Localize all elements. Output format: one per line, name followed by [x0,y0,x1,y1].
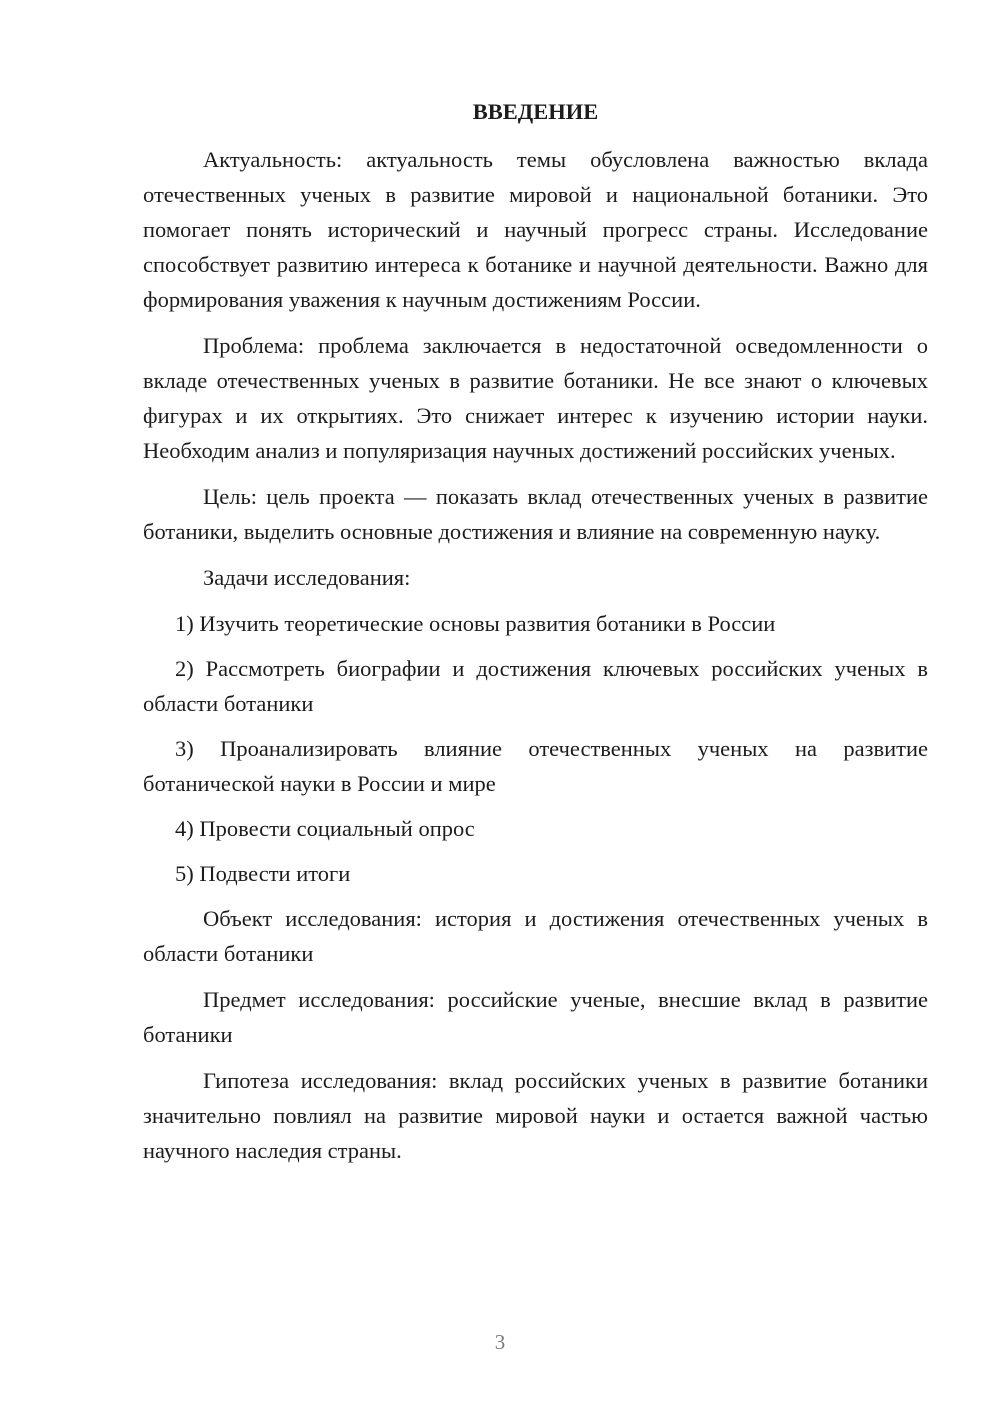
relevance-paragraph: Актуальность: актуальность темы обусловлена важностью вклада отечественных ученых в развитие мировой и национальной ботаники. Это помогает понять исторический и научный прогресс страны. Исследование способствует развитию интереса к ботанике и научной деятельности. Важно для формирования уважения к научным достижениям России. [143,147,928,312]
subject-paragraph: Предмет исследования: российские ученые, внесшие вклад в развитие ботаники [143,987,928,1047]
task-item: 2) Рассмотреть биографии и достижения ключевых российских ученых в области ботаники [143,656,928,716]
task-item: 5) Подвести итоги [175,861,351,886]
task-item: 4) Провести социальный опрос [175,816,475,841]
goal-paragraph: Цель: цель проекта — показать вклад отечественных ученых в развитие ботаники, выделить основные достижения и влияние на современную науку. [143,484,928,544]
section-heading: ВВЕДЕНИЕ [472,99,599,124]
tasks-title: Задачи исследования: [203,565,411,590]
page-number: 3 [494,1330,506,1354]
task-item: 1) Изучить теоретические основы развития ботаники в России [175,611,776,636]
task-item: 3) Проанализировать влияние отечественных ученых на развитие ботанической науки в России и мире [143,736,928,796]
problem-paragraph: Проблема: проблема заключается в недостаточной осведомленности о вкладе отечественных ученых в развитие ботаники. Не все знают о ключевых фигурах и их открытиях. Это снижает интерес к изучению истории науки. Необходим анализ и популяризация научных достижений российских ученых. [143,333,928,463]
page-content [143,94,928,1179]
hypothesis-paragraph: Гипотеза исследования: вклад российских ученых в развитие ботаники значительно повлиял на развитие мировой науки и остается важной частью научного наследия страны. [143,1068,928,1163]
object-paragraph: Объект исследования: история и достижения отечественных ученых в области ботаники [143,906,928,966]
